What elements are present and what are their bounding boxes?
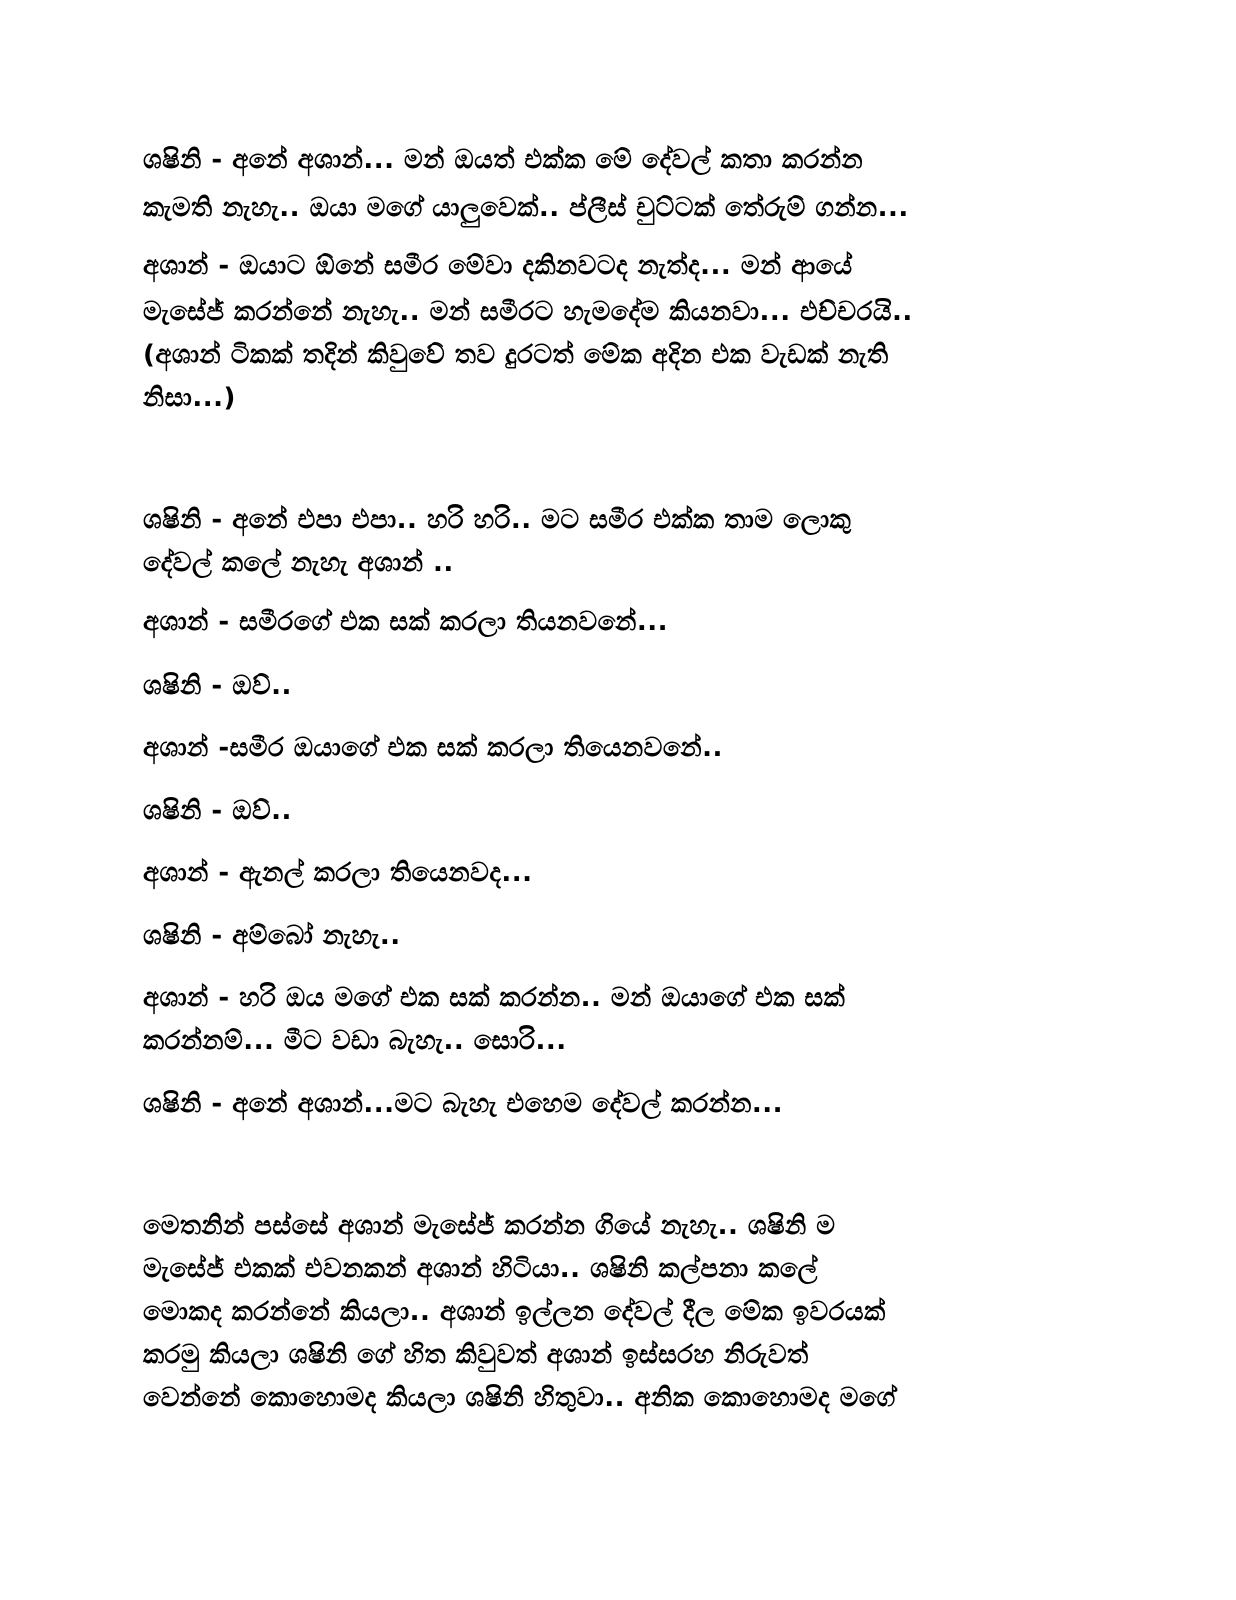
- text-line: දේවල් කලේ නැහැ අශාන් ..: [143, 548, 454, 578]
- text-line: (අශාන් ටිකක් තදින් කිවුවේ තව දුරටත් මේක අදින එක වැඩක් නැති: [143, 340, 889, 370]
- text-line: ශෂිනි - අම්බෝ නැහැ..: [143, 921, 401, 951]
- text-line: අශාන් - ඔයාට ඕනේ සමීර මේවා දකිනවටද නැත්ද... මන් ආයේ: [143, 251, 853, 281]
- text-line: ශෂිනි - අනේ අශාන්...මට බැහැ එහෙම දේවල් කරන්න...: [143, 1089, 784, 1119]
- text-line: අශාන් - ඇනල් කරලා තියෙනවද...: [143, 858, 533, 888]
- text-line: ශෂිනි - අනේ අශාන්... මන් ඔයත් එක්ක මේ දේවල් කතා කරන්න: [143, 145, 864, 175]
- text-line: අශාන් -සමීර ඔයාගේ එක සක් කරලා තියෙනවනේ..: [143, 733, 723, 763]
- text-line: අශාන් - සමීරගේ එක සක් කරලා තියනවනේ...: [143, 607, 669, 637]
- text-line: නිසා...): [143, 383, 236, 413]
- text-line: අශාන් - හරි ඔය මගේ එක සක් කරන්න.. මන් ඔයාගේ එක සක්: [143, 983, 846, 1013]
- text-line: කැමති නැහැ.. ඔයා මගේ යාලුවෙක්.. ප්ලීස් චුට්ටක් තේරුම් ගන්න...: [143, 193, 909, 223]
- text-line: මැසේජ් එකක් එවනකන් අශාන් හිටියා.. ශෂිනි කල්පනා කලේ: [143, 1254, 818, 1284]
- text-line: මොකද කරන්නේ කියලා.. අශාන් ඉල්ලන දේවල් දීල මේක ඉවරයක්: [143, 1297, 886, 1327]
- text-line: ශෂිනි - අනේ එපා එපා.. හරි හරි.. මට සමීර එක්ක තාම ලොකු: [143, 505, 852, 535]
- text-line: කරමු කියලා ශෂිනි ගේ හිත කිවුවත් අශාන් ඉස්සරහ නිරුවත්: [143, 1340, 809, 1370]
- text-line: කරන්නම්... මීට වඩා බැහැ.. සොරි...: [143, 1026, 567, 1056]
- text-line: වෙන්නේ කොහොමද කියලා ශෂිනි හිතුවා.. අනික කොහොමද මගේ: [143, 1383, 896, 1413]
- text-line: මෙතනින් පස්සේ අශාන් මැසේජ් කරන්න ගියේ නැහැ.. ශෂිනි ම: [143, 1211, 836, 1241]
- text-line: ශෂිනි - ඔව්..: [143, 671, 292, 701]
- text-line: ශෂිනි - ඔව්..: [143, 796, 292, 826]
- text-line: මැසේජ් කරන්නේ නැහැ.. මන් සමීරට හැමදේම කියනවා... එච්චරයි..: [143, 297, 913, 327]
